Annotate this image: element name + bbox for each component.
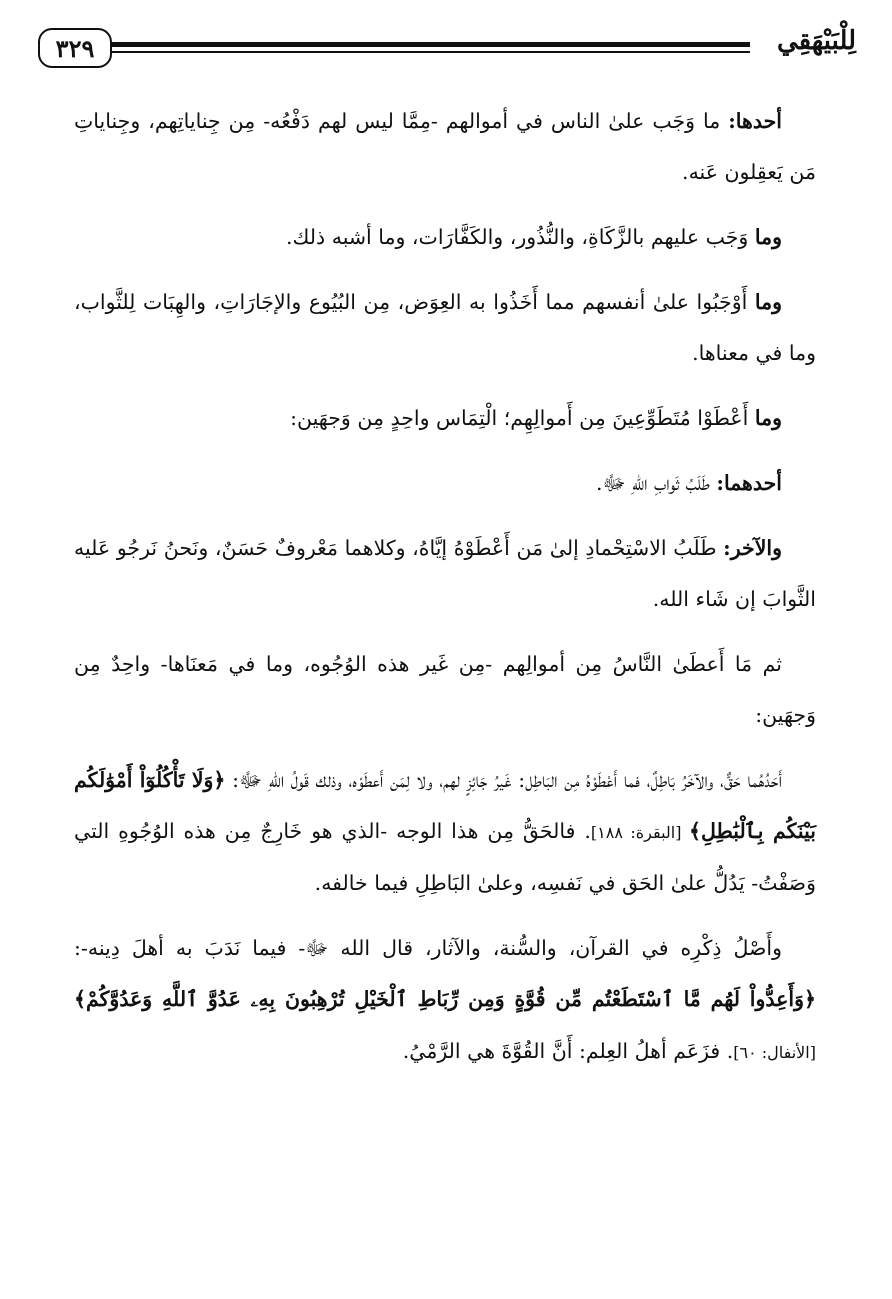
paragraph-text: وأَصْلُ ذِكْرِه في القرآن، والسُّنة، والآثار، قال الله ﷻ- فيما نَدَبَ به أهلَ دِينه-: [74,936,782,960]
paragraph-text: طَلَبُ ثَوابِ اللهِ ﷻ. [596,471,717,495]
paragraph-text: أَحَدُهُما حَقٌّ، والآخَرُ بَاطِلٌ، فما أَعْطَوْهُ مِن البَاطِل: غَيرُ جَائِزٍ لهم، ولا لِمَن أَعطَوْه، وذلك قَولُ اللهِ ﷻ: [225,768,783,792]
quran-verse: ﴿وَأَعِدُّواْ لَهُم مَّا ٱسْتَطَعْتُم مِّن قُوَّةٍ وَمِن رِّبَاطِ ٱلْخَيْلِ تُرْهِبُونَ بِهِۦ عَدُوَّ ٱللَّهِ وَعَدُوَّكُمْ﴾ [74,987,816,1011]
verse-reference: [البقرة: ١٨٨] [590,823,689,842]
paragraph-text: وَجَب عليهم بالزَّكَاةِ، والنُّذُور، والكَفَّارَات، وما أشبه ذلك. [286,225,755,249]
paragraph-text: ما وَجَب علىٰ الناس في أموالهم -مِمَّا ليس لهم دَفْعُه- مِن جِناياتِهم، وجِناياتِ مَن يَعقِلون عَنه. [74,109,816,184]
page-number: ٣٢٩ [38,28,112,68]
quran-verse: ﴿وَلَا تَأْكُلُوٓاْ أَمْوَٰلَكُم بَيْنَكُم بِٱلْبَٰطِلِ﴾ [74,768,817,843]
verse-reference: [الأنفال: ٦٠] [733,1043,816,1062]
paragraph [74,755,816,909]
paragraph [74,523,816,625]
paragraph-text: أَعْطَوْا مُتَطَوِّعِينَ مِن أَموالِهِم؛ الْتِمَاس واحِدٍ مِن وَجهَين: [290,406,755,430]
paragraph-text: ثم مَا أَعطَىٰ النَّاسُ مِن أموالِهم -مِن غَير هذه الوُجُوه، وما في مَعنَاها- واحِدٌ مِن وَجهَين: [74,652,816,727]
paragraph-text: . فالحَقُّ مِن هذا الوجه -الذي هو خَارِجٌ مِن هذه الوُجُوهِ التي وَصَفْتُ- يَدُلُّ علىٰ الحَق في نَفسِه، وعلىٰ البَاطِلِ فيما خالفه. [74,819,816,895]
paragraph [74,458,816,509]
paragraph-text: . فزَعَم أهلُ العِلم: أَنَّ القُوَّةَ هي الرَّمْيُ. [402,1039,734,1063]
header-rule [112,42,750,47]
paragraph-lead: وما [754,225,782,249]
page-header [38,28,856,72]
paragraph [74,393,816,444]
paragraph [74,639,816,741]
paragraph-lead: وما [754,290,782,314]
paragraph-lead: والآخر: [723,536,782,560]
paragraph [74,96,816,198]
running-title: لِلْبَيْهَقِي [776,26,856,56]
paragraph-lead: وما [754,406,782,430]
page-body [74,96,816,1092]
paragraph [74,923,816,1078]
paragraph-text: طَلَبُ الاسْتِحْمادِ إلىٰ مَن أَعْطَوْهُ إيَّاهُ، وكلاهما مَعْروفٌ حَسَنٌ، ونَحنُ نَرجُو عَليه الثَّوابَ إن شَاء الله. [74,536,816,611]
paragraph-text: أَوْجَبُوا علىٰ أنفسهم مما أَخَذُوا به العِوَض، مِن البُيُوع والإجَارَاتِ، والهِبَات لِلثَّواب، وما في معناها. [74,290,816,365]
paragraph-lead: أحدهما: [716,471,782,495]
paragraph [74,277,816,379]
paragraph-lead: أحدها: [728,109,782,133]
header-rule-thin [112,51,750,53]
paragraph [74,212,816,263]
